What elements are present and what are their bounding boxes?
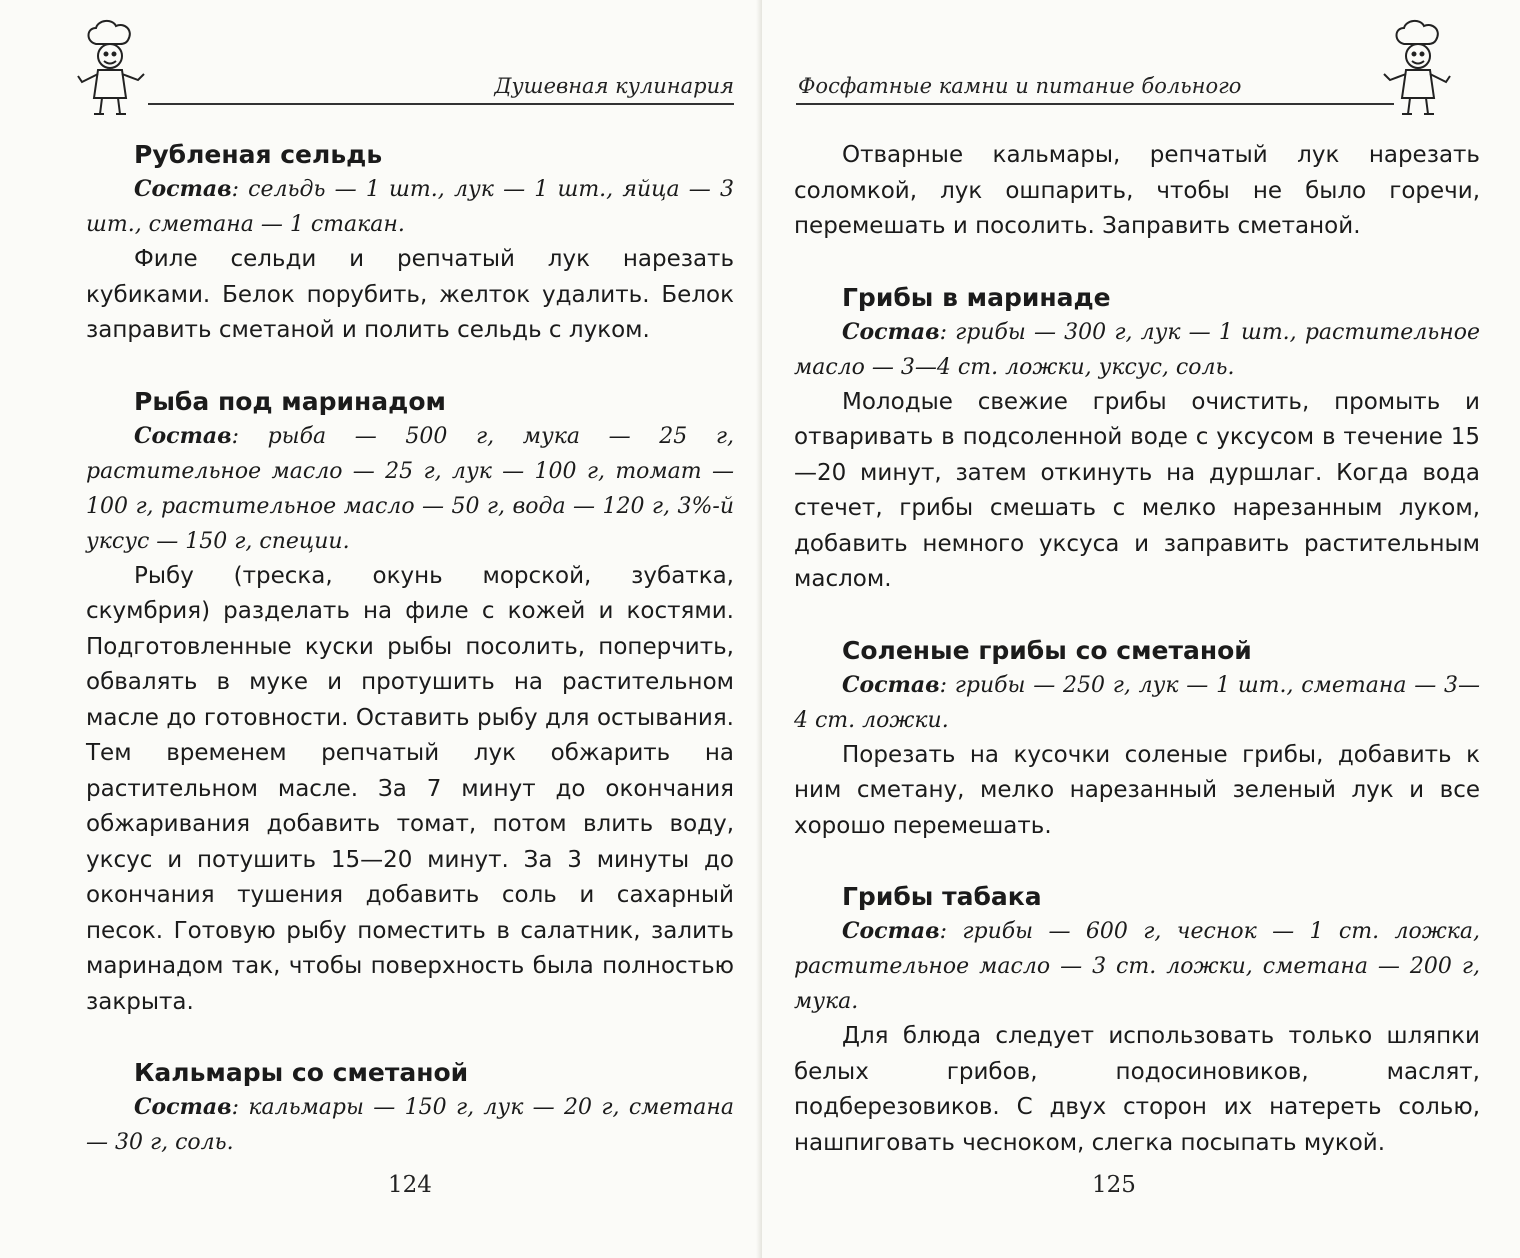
recipe-composition xyxy=(86,419,734,559)
composition-text: : грибы — 600 г, чеснок — 1 ст. ложка, растительное масло — 3 ст. ложки, сметана — 200 г, мука. xyxy=(794,919,1480,1014)
header-rule xyxy=(796,103,1394,105)
composition-label: Состав xyxy=(842,671,940,698)
composition-text: : грибы — 250 г, лук — 1 шт., сметана — 3—4 ст. ложки. xyxy=(794,672,1480,733)
recipe-composition xyxy=(86,172,734,242)
recipe-title: Грибы в маринаде xyxy=(842,282,1111,312)
page-number: 125 xyxy=(1092,1172,1136,1198)
composition-label: Состав xyxy=(134,1094,232,1120)
composition-text: : грибы — 300 г, лук — 1 шт., растительное масло — 3—4 ст. ложки, уксус, соль. xyxy=(794,319,1480,380)
recipe-composition xyxy=(794,914,1480,1019)
intro-paragraph: Отварные кальмары, репчатый лук нарезать соломкой, лук ошпарить, чтобы не было горечи, перемешать и посолить. Заправить сметаной. xyxy=(794,142,1480,239)
composition-label: Состав xyxy=(134,176,232,202)
recipe-paragraph: Порезать на кусочки соленые грибы, добавить к ним сметану, мелко нарезанный зеленый лук и все хорошо перемешать. xyxy=(794,741,1480,839)
recipe-paragraph: Филе сельди и репчатый лук нарезать кубиками. Белок порубить, желток удалить. Белок заправить сметаной и полить сельдь с луком. xyxy=(86,246,734,343)
recipe-paragraph: Молодые свежие грибы очистить, промыть и отваривать в подсоленной воде с уксусом в течение 15—20 минут, затем откинуть на дуршлаг. Когда вода стечет, грибы смешать с мелко нарезанным луком, добавить немного уксуса и заправить растительным маслом. xyxy=(794,388,1480,592)
page-body xyxy=(86,138,734,1160)
recipe-title: Соленые грибы со сметаной xyxy=(842,635,1252,665)
composition-label: Состав xyxy=(842,318,940,345)
recipe-paragraph: Рыбу (треска, окунь морской, зубатка, скумбрия) разделать на филе с кожей и костями. Подготовленные куски рыбы посолить, поперчить, обвалять в муке и протушить на растительном масле до готовности. Оставить рыбу для остывания. Тем временем репчатый лук обжарить на растительном масле. За 7 минут до окончания обжаривания добавить томат, потом влить воду, уксус и потушить 15—20 минут. За 3 минуты до окончания тушения добавить соль и сахарный песок. Готовую рыбу поместить в салатник, залить маринадом так, чтобы поверхность была полностью закрыта. xyxy=(86,562,734,1015)
recipe-composition xyxy=(794,315,1480,385)
composition-text: : рыба — 500 г, мука — 25 г, растительное масло — 25 г, лук — 100 г, томат — 100 г, растительное масло — 50 г, вода — 120 г, 3%-й уксус — 150 г, специи. xyxy=(86,423,734,554)
composition-label: Состав xyxy=(134,422,232,449)
recipe-composition xyxy=(794,668,1480,738)
recipe-paragraph: Для блюда следует использовать только шляпки белых грибов, подосиновиков, маслят, подберезовиков. С двух сторон их натереть солью, нашпиговать чесноком, слегка посыпать мукой. xyxy=(794,1023,1480,1156)
running-head: Фосфатные камни и питание больного xyxy=(798,74,1242,98)
recipe-title: Кальмары со сметаной xyxy=(134,1058,469,1087)
composition-label: Состав xyxy=(842,918,940,944)
page-number: 124 xyxy=(388,1172,432,1198)
right-page xyxy=(762,0,1520,1258)
recipe-composition xyxy=(86,1090,734,1160)
recipe-title: Грибы табака xyxy=(842,882,1042,911)
recipe-title: Рубленая сельдь xyxy=(134,140,383,169)
composition-text: : сельдь — 1 шт., лук — 1 шт., яйца — 3 шт., сметана — 1 стакан. xyxy=(86,177,734,237)
recipe-title: Рыба под маринадом xyxy=(134,386,446,416)
chef-illustration-icon xyxy=(72,18,150,118)
composition-text: : кальмары — 150 г, лук — 20 г, сметана — 30 г, соль. xyxy=(86,1095,734,1155)
header-rule xyxy=(148,103,734,105)
page-body xyxy=(794,138,1480,1161)
running-head: Душевная кулинария xyxy=(494,74,734,98)
